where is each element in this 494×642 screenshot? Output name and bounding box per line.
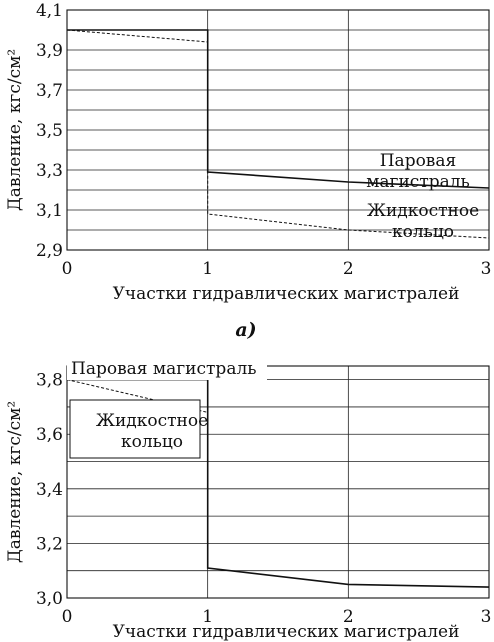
y-tick-label: 3,3 <box>35 161 63 181</box>
y-tick-label: 3,0 <box>35 589 63 609</box>
annotation-label-steam-main: магистраль <box>366 172 470 192</box>
y-tick-label: 4,1 <box>35 1 63 21</box>
y-tick-label: 2,9 <box>35 241 63 261</box>
y-tick-label: 3,8 <box>35 370 63 391</box>
x-tick-label: 0 <box>61 607 73 627</box>
y-axis-label: Давление, кгс/см² <box>5 48 25 212</box>
annotation-label-steam-main: Паровая <box>379 151 457 171</box>
y-tick-label: 3,5 <box>35 121 63 141</box>
y-tick-label: 3,9 <box>35 41 63 61</box>
x-axis-label: Участки гидравлических магистралей <box>112 622 460 642</box>
y-tick-label: 3,2 <box>35 534 63 555</box>
x-tick-label: 0 <box>61 259 73 279</box>
x-axis-label: Участки гидравлических магистралей <box>112 284 460 304</box>
x-tick-label: 3 <box>480 259 492 279</box>
y-tick-label: 3,6 <box>35 425 63 446</box>
y-tick-label: 3,7 <box>35 81 63 101</box>
x-tick-label: 1 <box>202 607 214 627</box>
y-tick-label: 3,4 <box>35 479 63 500</box>
x-tick-label: 1 <box>202 259 214 279</box>
chart-b <box>5 356 491 642</box>
y-axis-label: Давление, кгс/см² <box>5 400 25 564</box>
y-tick-label: 3,1 <box>35 201 63 221</box>
x-tick-label: 3 <box>480 607 492 627</box>
x-tick-label: 2 <box>342 259 354 279</box>
chart-a <box>5 1 491 304</box>
subfigure-label-a: а) <box>235 319 257 341</box>
annotation-label-liquid-ring: Жидкостное <box>366 201 480 221</box>
annotation-label-liquid-ring: Жидкостное <box>95 411 209 431</box>
x-tick-label: 2 <box>342 607 354 627</box>
annotation-label-steam-main: Паровая магистраль <box>71 359 257 379</box>
annotation-label-liquid-ring: кольцо <box>120 432 184 452</box>
annotation-label-liquid-ring: кольцо <box>391 222 455 242</box>
